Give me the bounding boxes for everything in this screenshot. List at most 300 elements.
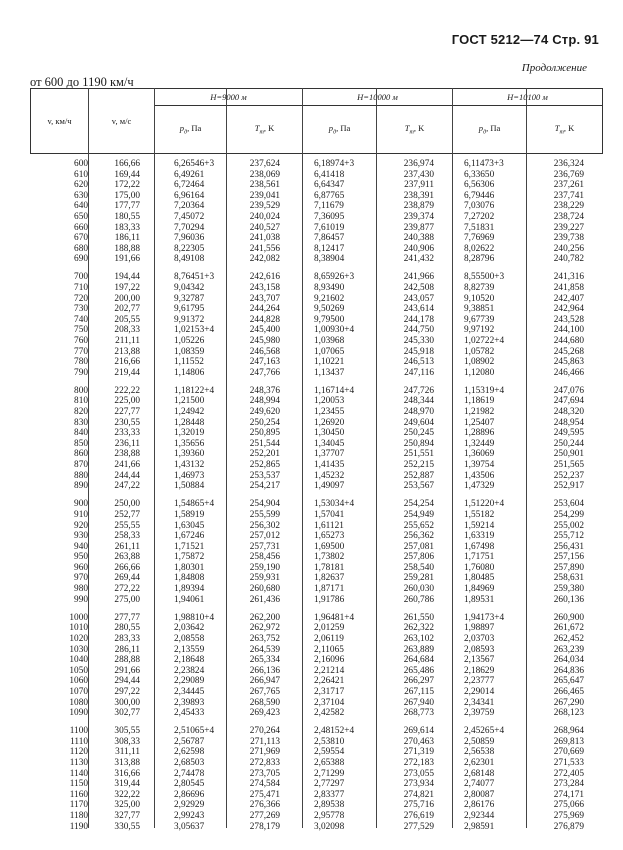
table-cell: 254,299 [553, 509, 584, 520]
table-cell: 6,11473+3 [464, 159, 504, 169]
table-cell: 261,436 [249, 594, 280, 605]
table-cell: 247,726 [403, 385, 434, 396]
col-header-pd-1: $p_д$, Па [155, 106, 227, 154]
table-cell: 1,05226 [174, 336, 205, 346]
table-cell: 277,529 [403, 821, 434, 832]
table-cell: 1060 [69, 676, 88, 687]
table-cell: 2,42582 [314, 708, 345, 719]
table-row [30, 811, 602, 822]
table-cell: 262,452 [553, 633, 584, 644]
table-cell: 250,895 [249, 428, 280, 439]
table-row [30, 552, 602, 563]
table-cell: 2,08558 [174, 633, 205, 644]
table-cell: 257,012 [249, 531, 280, 542]
table-cell: 7,76969 [464, 233, 495, 244]
table-cell: 250,254 [249, 417, 280, 428]
row-group [30, 159, 602, 265]
table-cell: 270,264 [249, 726, 280, 737]
table-cell: 250,244 [553, 438, 584, 449]
table-cell: 250,245 [403, 428, 434, 439]
table-row [30, 325, 602, 336]
table-row [30, 822, 602, 833]
table-cell: 8,49108 [174, 254, 205, 265]
table-cell: 1010 [69, 623, 88, 634]
table-cell: 2,74077 [464, 779, 495, 790]
table-cell: 1140 [69, 768, 88, 779]
table-cell: 950 [74, 552, 88, 563]
table-cell: 243,528 [553, 314, 584, 325]
table-row [30, 499, 602, 510]
table-cell: 180,55 [114, 211, 140, 222]
table-row [30, 283, 602, 294]
table-cell: 200,00 [114, 293, 140, 304]
table-cell: 610 [74, 169, 88, 180]
table-cell: 266,136 [249, 665, 280, 676]
table-cell: 273,055 [403, 768, 434, 779]
table-row [30, 396, 602, 407]
speed-range-label: от 600 до 1190 км/ч [30, 75, 134, 89]
table-cell: 790 [74, 367, 88, 378]
table-cell: 267,940 [403, 697, 434, 708]
table-row [30, 634, 602, 645]
table-cell: 9,04342 [174, 283, 205, 294]
table-cell: 1,59214 [464, 520, 495, 531]
table-row [30, 531, 602, 542]
table-header [30, 88, 603, 154]
table-cell: 2,26421 [314, 676, 345, 687]
table-cell: 242,964 [553, 304, 584, 315]
table-cell: 780 [74, 357, 88, 368]
table-cell: 650 [74, 211, 88, 222]
standard-header: ГОСТ 5212—74 Стр. 91 [451, 32, 599, 47]
table-cell: 1,91786 [314, 594, 345, 605]
table-cell: 1,35656 [174, 438, 205, 449]
col-header-t-1: $T_т$, K [227, 106, 303, 154]
table-cell: 259,380 [553, 584, 584, 595]
table-cell: 1190 [69, 821, 88, 832]
col-header-pd-2: $p_д$, Па [303, 106, 377, 154]
table-row [30, 584, 602, 595]
table-cell: 1130 [69, 757, 88, 768]
table-cell: 2,11065 [314, 644, 344, 655]
table-cell: 276,619 [403, 810, 434, 821]
table-cell: 9,10520 [464, 293, 495, 304]
col-header-altitude-3: H=10100 м [453, 89, 603, 106]
table-cell: 305,55 [114, 726, 140, 737]
table-cell: 237,430 [403, 169, 434, 180]
table-cell: 253,567 [403, 481, 434, 492]
table-cell: 2,86696 [174, 789, 205, 800]
table-cell: 219,44 [114, 367, 140, 378]
table-cell: 1070 [69, 686, 88, 697]
table-cell: 7,27202 [464, 211, 495, 222]
table-cell: 1,36069 [464, 449, 495, 460]
table-cell: 1180 [69, 810, 88, 821]
table-cell: 2,23824 [174, 665, 205, 676]
table-cell: 2,56538 [464, 747, 495, 758]
table-cell: 249,595 [553, 428, 584, 439]
table-cell: 1,37707 [314, 449, 345, 460]
table-cell: 1,08359 [174, 346, 205, 357]
table-cell: 252,917 [553, 481, 584, 492]
table-cell: 1,96481+4 [314, 612, 355, 623]
table-cell: 2,18648 [174, 655, 205, 666]
table-cell: 680 [74, 243, 88, 254]
table-cell: 1050 [69, 665, 88, 676]
table-cell: 244,44 [114, 470, 140, 481]
table-cell: 840 [74, 428, 88, 439]
table-cell: 239,374 [403, 211, 434, 222]
table-cell: 9,79500 [314, 314, 345, 325]
table-cell: 1,32449 [464, 438, 495, 449]
table-cell: 2,16096 [314, 655, 345, 666]
table-cell: 327,77 [114, 810, 140, 821]
table-cell: 239,529 [249, 201, 280, 212]
table-cell: 8,82739 [464, 283, 495, 294]
table-cell: 2,86176 [464, 800, 495, 811]
table-cell: 1,49097 [314, 481, 345, 492]
table-cell: 6,18974+3 [314, 159, 355, 169]
table-cell: 272,183 [403, 757, 434, 768]
table-cell: 267,765 [249, 686, 280, 697]
table-cell: 3,05637 [174, 821, 205, 832]
table-cell: 208,33 [114, 325, 140, 336]
table-cell: 1,47329 [464, 481, 495, 492]
table-row [30, 368, 602, 379]
table-cell: 266,66 [114, 562, 140, 573]
table-row [30, 737, 602, 748]
table-cell: 1030 [69, 644, 88, 655]
table-cell: 246,568 [249, 346, 280, 357]
table-cell: 244,264 [249, 304, 280, 315]
table-cell: 1090 [69, 708, 88, 719]
table-cell: 7,11679 [314, 201, 344, 212]
table-cell: 247,163 [249, 357, 280, 368]
table-cell: 1,76080 [464, 562, 495, 573]
table-cell: 269,44 [114, 573, 140, 584]
table-cell: 240,906 [403, 243, 434, 254]
table-cell: 177,77 [114, 201, 140, 212]
table-cell: 258,33 [114, 531, 140, 542]
table-cell: 241,556 [249, 243, 280, 254]
table-cell: 1,84969 [464, 584, 495, 595]
table-cell: 169,44 [114, 169, 140, 180]
table-cell: 257,731 [249, 541, 280, 552]
table-cell: 920 [74, 520, 88, 531]
col-header-v-kmh: v, км/ч [31, 89, 89, 154]
table-cell: 253,537 [249, 470, 280, 481]
table-cell: 1,13437 [314, 367, 345, 378]
table-cell: 263,239 [553, 644, 584, 655]
table-cell: 6,64347 [314, 180, 345, 191]
table-cell: 237,624 [249, 159, 280, 169]
table-cell: 1,30450 [314, 428, 345, 439]
table-cell: 1,98810+4 [174, 612, 215, 623]
table-cell: 274,171 [553, 789, 584, 800]
table-cell: 1,63319 [464, 531, 495, 542]
table-cell: 1,84808 [174, 573, 205, 584]
table-cell: 242,082 [249, 254, 280, 265]
table-cell: 248,376 [249, 385, 280, 396]
table-cell: 191,66 [114, 254, 140, 265]
table-cell: 240,388 [403, 233, 434, 244]
table-cell: 9,21602 [314, 293, 345, 304]
table-cell: 900 [74, 499, 88, 510]
table-cell: 256,431 [553, 541, 584, 552]
table-cell: 2,48152+4 [314, 726, 355, 737]
table-row [30, 769, 602, 780]
table-cell: 236,11 [114, 438, 140, 449]
table-cell: 325,00 [114, 800, 140, 811]
table-cell: 271,969 [249, 747, 280, 758]
table-cell: 1,65273 [314, 531, 345, 542]
table-cell: 1,45232 [314, 470, 345, 481]
table-cell: 2,45265+4 [464, 726, 505, 737]
table-cell: 302,77 [114, 708, 140, 719]
col-header-v-ms: v, м/с [89, 89, 155, 154]
table-cell: 245,918 [403, 346, 434, 357]
table-cell: 197,22 [114, 283, 140, 294]
table-cell: 1,78181 [314, 562, 345, 573]
table-cell: 238,391 [403, 190, 434, 201]
table-cell: 252,865 [249, 460, 280, 471]
table-cell: 261,672 [553, 623, 584, 634]
table-cell: 1,21982 [464, 407, 495, 418]
table-row [30, 347, 602, 358]
table-cell: 238,724 [553, 211, 584, 222]
table-cell: 268,964 [553, 726, 584, 737]
continuation-label: Продолжение [521, 62, 587, 74]
table-cell: 640 [74, 201, 88, 212]
table-row [30, 357, 602, 368]
table-row [30, 595, 602, 606]
table-cell: 7,61019 [314, 222, 345, 233]
table-cell: 233,33 [114, 428, 140, 439]
table-cell: 1,14806 [174, 367, 205, 378]
table-cell: 259,281 [403, 573, 434, 584]
table-cell: 1,11552 [174, 357, 204, 368]
table-cell: 1,05782 [464, 346, 495, 357]
col-header-t-3: $T_т$, K [527, 106, 603, 154]
table-cell: 257,081 [403, 541, 434, 552]
row-group [30, 613, 602, 719]
table-cell: 275,471 [249, 789, 280, 800]
table-cell: 240,782 [553, 254, 584, 265]
table-cell: 255,652 [403, 520, 434, 531]
table-cell: 276,879 [553, 821, 584, 832]
table-cell: 2,65388 [314, 757, 345, 768]
table-cell: 7,86457 [314, 233, 345, 244]
table-cell: 268,590 [249, 697, 280, 708]
table-cell: 740 [74, 314, 88, 325]
table-row [30, 726, 602, 737]
row-group [30, 499, 602, 605]
table-cell: 6,33650 [464, 169, 495, 180]
table-cell: 670 [74, 233, 88, 244]
table-cell: 253,604 [553, 499, 584, 510]
table-cell: 1,55182 [464, 509, 495, 520]
table-cell: 990 [74, 594, 88, 605]
table-row [30, 790, 602, 801]
table-cell: 1,39360 [174, 449, 205, 460]
table-cell: 600 [74, 159, 88, 169]
table-cell: 241,66 [114, 460, 140, 471]
table-row [30, 449, 602, 460]
table-cell: 291,66 [114, 665, 140, 676]
table-cell: 730 [74, 304, 88, 315]
table-cell: 241,966 [403, 272, 434, 283]
table-cell: 278,179 [249, 821, 280, 832]
table-cell: 259,931 [249, 573, 280, 584]
table-cell: 283,33 [114, 633, 140, 644]
table-cell: 243,614 [403, 304, 434, 315]
table-cell: 2,08593 [464, 644, 495, 655]
table-cell: 1,54865+4 [174, 499, 215, 510]
table-cell: 1,67498 [464, 541, 495, 552]
table-cell: 8,55500+3 [464, 272, 505, 283]
table-cell: 2,99243 [174, 810, 205, 821]
table-row [30, 779, 602, 790]
table-cell: 263,88 [114, 552, 140, 563]
table-cell: 960 [74, 562, 88, 573]
table-cell: 1,63045 [174, 520, 205, 531]
table-cell: 257,890 [553, 562, 584, 573]
table-cell: 9,50269 [314, 304, 345, 315]
table-cell: 260,680 [249, 584, 280, 595]
table-cell: 6,79446 [464, 190, 495, 201]
table-cell: 247,116 [404, 367, 434, 378]
table-cell: 258,540 [403, 562, 434, 573]
table-cell: 9,91372 [174, 314, 205, 325]
table-cell: 274,584 [249, 779, 280, 790]
table-cell: 980 [74, 584, 88, 595]
table-cell: 252,887 [403, 470, 434, 481]
table-cell: 256,302 [249, 520, 280, 531]
table-cell: 2,71299 [314, 768, 345, 779]
table-cell: 237,741 [553, 190, 584, 201]
table-row [30, 613, 602, 624]
table-cell: 316,66 [114, 768, 140, 779]
table-cell: 264,034 [553, 655, 584, 666]
table-cell: 268,773 [403, 708, 434, 719]
table-cell: 175,00 [114, 190, 140, 201]
table-cell: 236,769 [553, 169, 584, 180]
col-header-pd-3: $p_д$, Па [453, 106, 527, 154]
table-cell: 2,03703 [464, 633, 495, 644]
table-cell: 2,59554 [314, 747, 345, 758]
table-row [30, 542, 602, 553]
table-cell: 271,113 [250, 736, 280, 747]
table-cell: 266,297 [403, 676, 434, 687]
table-cell: 1,08902 [464, 357, 495, 368]
table-cell: 238,561 [249, 180, 280, 191]
table-cell: 243,707 [249, 293, 280, 304]
table-cell: 238,069 [249, 169, 280, 180]
col-header-altitude-1: H=9000 м [155, 89, 303, 106]
table-cell: 239,041 [249, 190, 280, 201]
table-cell: 1,67246 [174, 531, 205, 542]
table-cell: 1,61121 [314, 520, 344, 531]
table-cell: 7,96036 [174, 233, 205, 244]
table-cell: 273,705 [249, 768, 280, 779]
table-cell: 270,669 [553, 747, 584, 758]
table-cell: 1,58919 [174, 509, 205, 520]
table-cell: 700 [74, 272, 88, 283]
table-cell: 251,551 [403, 449, 434, 460]
table-cell: 265,486 [403, 665, 434, 676]
table-cell: 263,102 [403, 633, 434, 644]
table-cell: 261,550 [403, 612, 434, 623]
table-cell: 269,423 [249, 708, 280, 719]
table-cell: 250,901 [553, 449, 584, 460]
table-cell: 254,254 [403, 499, 434, 510]
table-cell: 243,158 [249, 283, 280, 294]
table-cell: 247,766 [249, 367, 280, 378]
table-row [30, 471, 602, 482]
table-cell: 1,15319+4 [464, 385, 505, 396]
table-cell: 2,29014 [464, 686, 495, 697]
table-cell: 9,32787 [174, 293, 205, 304]
table-cell: 297,22 [114, 686, 140, 697]
table-cell: 262,972 [249, 623, 280, 634]
table-cell: 860 [74, 449, 88, 460]
table-cell: 1,20053 [314, 396, 345, 407]
table-cell: 9,61795 [174, 304, 205, 315]
table-cell: 6,49261 [174, 169, 205, 180]
table-cell: 266,465 [553, 686, 584, 697]
table-cell: 245,863 [553, 357, 584, 368]
table-cell: 277,269 [249, 810, 280, 821]
table-cell: 2,62598 [174, 747, 205, 758]
table-cell: 630 [74, 190, 88, 201]
table-cell: 319,44 [114, 779, 140, 790]
table-cell: 6,26546+3 [174, 159, 215, 169]
table-cell: 2,95778 [314, 810, 345, 821]
table-cell: 8,76451+3 [174, 272, 215, 283]
table-cell: 2,68503 [174, 757, 205, 768]
table-cell: 2,03642 [174, 623, 205, 634]
table-cell: 720 [74, 293, 88, 304]
table-cell: 242,508 [403, 283, 434, 294]
table-cell: 262,200 [249, 612, 280, 623]
table-cell: 172,22 [114, 180, 140, 191]
table-cell: 2,98591 [464, 821, 495, 832]
table-cell: 970 [74, 573, 88, 584]
table-cell: 1,25407 [464, 417, 495, 428]
table-cell: 880 [74, 470, 88, 481]
table-cell: 1,69500 [314, 541, 345, 552]
table-cell: 6,96164 [174, 190, 205, 201]
table-cell: 8,38904 [314, 254, 345, 265]
table-cell: 238,879 [403, 201, 434, 212]
table-cell: 1,80301 [174, 562, 205, 573]
table-cell: 313,88 [114, 757, 140, 768]
table-cell: 2,62301 [464, 757, 495, 768]
table-cell: 1,18122+4 [174, 385, 215, 396]
table-cell: 216,66 [114, 357, 140, 368]
table-cell: 2,13559 [174, 644, 205, 655]
table-row [30, 708, 602, 719]
table-cell: 820 [74, 407, 88, 418]
table-cell: 252,237 [553, 470, 584, 481]
table-cell: 240,527 [249, 222, 280, 233]
table-cell: 241,316 [553, 272, 584, 283]
table-cell: 255,712 [553, 531, 584, 542]
table-cell: 750 [74, 325, 88, 336]
table-cell: 1,87171 [314, 584, 345, 595]
table-cell: 930 [74, 531, 88, 542]
table-cell: 238,229 [553, 201, 584, 212]
